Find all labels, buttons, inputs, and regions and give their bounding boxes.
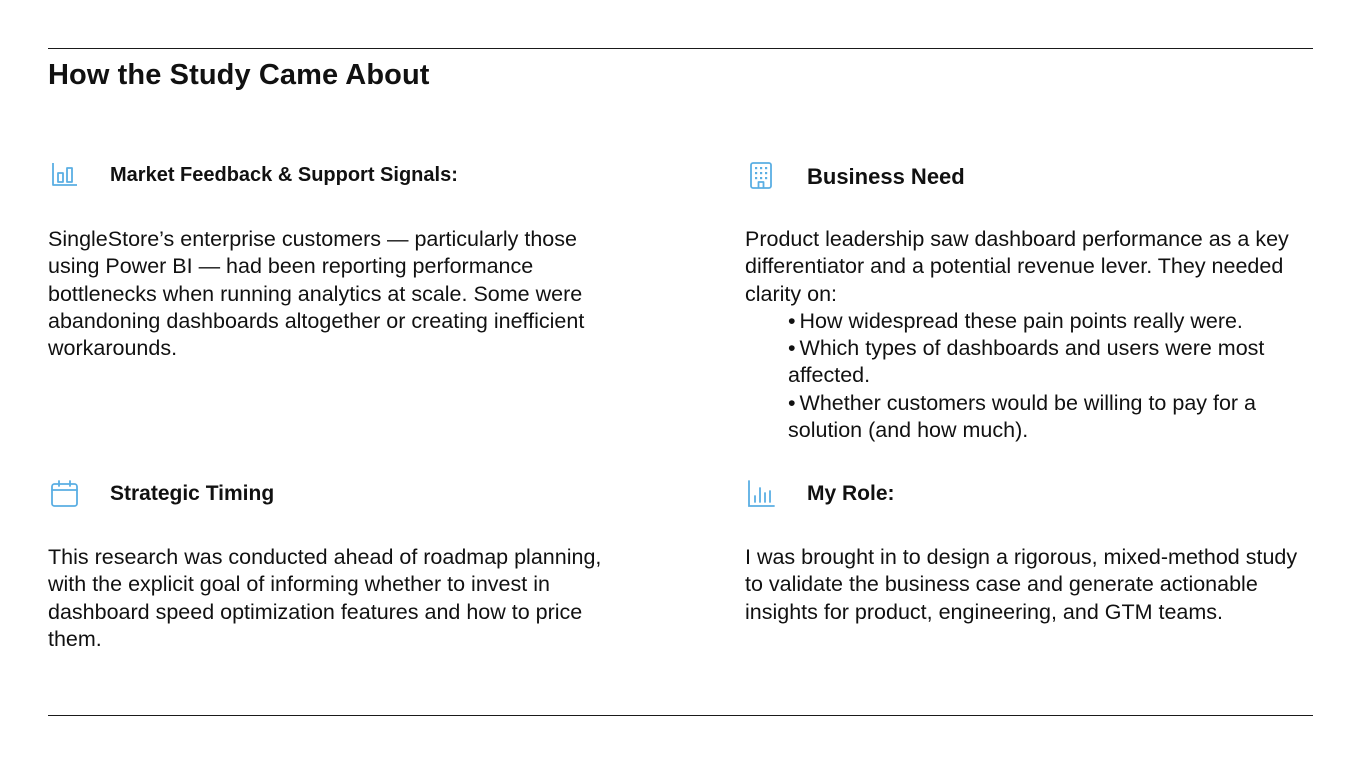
calendar-icon	[49, 478, 79, 508]
section-business-need	[745, 160, 1315, 443]
bullet-marker: •	[788, 336, 796, 361]
bottom-divider	[48, 715, 1313, 716]
list-item	[788, 390, 1305, 445]
bullet-list	[745, 308, 1305, 444]
list-item-text: Which types of dashboards and users were most affected.	[788, 336, 1265, 388]
list-item-text: How widespread these pain points really were.	[799, 308, 1243, 333]
bullet-marker: •	[788, 308, 796, 333]
section-my-role	[745, 478, 1315, 624]
top-divider	[48, 48, 1313, 49]
section-header	[745, 478, 1315, 518]
section-header	[745, 160, 1315, 200]
section-body: SingleStore’s enterprise customers — particularly those using Power BI — had been reporting performance bottlenecks when running analytics at scale. Some were abandoning dashboards altogether or creating inefficient workarounds.	[48, 227, 585, 361]
page-title: How the Study Came About	[48, 59, 430, 91]
section-intro: Product leadership saw dashboard performance as a key differentiator and a potential revenue lever. They needed clarity on:	[745, 227, 1289, 306]
section-title: Market Feedback & Support Signals:	[110, 164, 458, 186]
list-item	[788, 308, 1305, 335]
section-body	[745, 226, 1305, 444]
bullet-marker: •	[788, 390, 796, 415]
column-chart-icon	[746, 478, 776, 508]
list-item	[788, 335, 1305, 390]
section-title: Strategic Timing	[110, 482, 275, 505]
section-body: This research was conducted ahead of roadmap planning, with the explicit goal of informing whether to invest in dashboard speed optimization features and how to price them.	[48, 545, 602, 651]
section-header	[48, 160, 618, 200]
section-market-feedback	[48, 160, 618, 361]
bar-chart-icon	[49, 160, 79, 190]
section-body: I was brought in to design a rigorous, mixed-method study to validate the business case and generate actionable insights for product, engineering, and GTM teams.	[745, 545, 1298, 624]
section-strategic-timing	[48, 478, 618, 651]
section-title: My Role:	[807, 482, 895, 505]
building-icon	[746, 160, 776, 190]
list-item-text: Whether customers would be willing to pay for a solution (and how much).	[788, 390, 1257, 443]
section-title: Business Need	[807, 164, 965, 189]
section-header	[48, 478, 618, 518]
